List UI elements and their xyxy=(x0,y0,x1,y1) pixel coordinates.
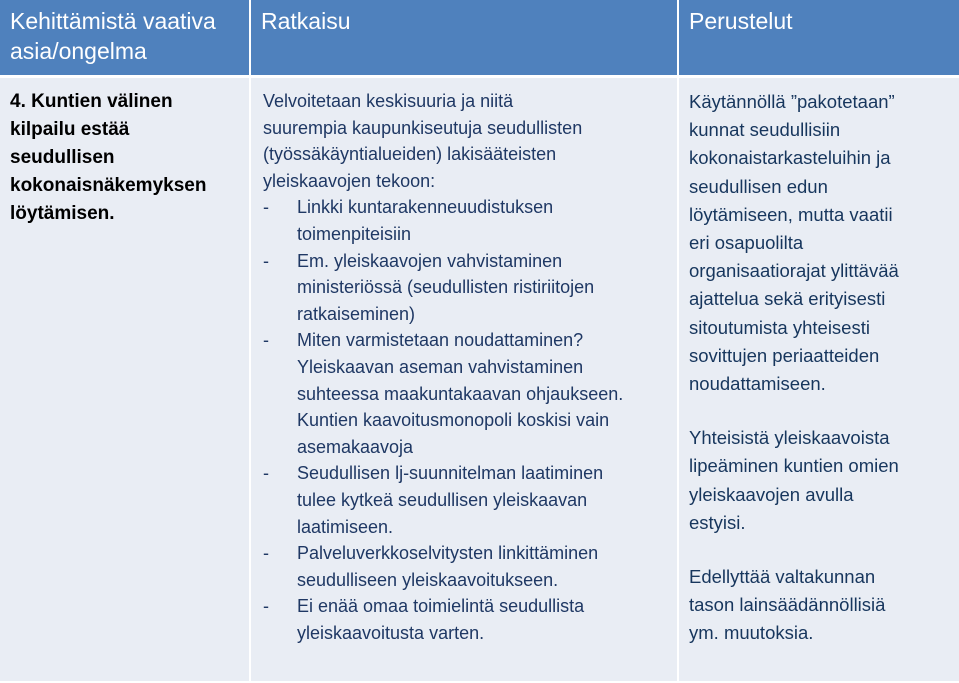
rationale-line: estyisi. xyxy=(689,511,746,533)
solution-bullet-3 xyxy=(263,327,669,460)
bullet-dash: - xyxy=(263,330,269,351)
problem-cell xyxy=(0,78,251,683)
bullet-dash: - xyxy=(263,197,269,218)
problem-line: 4. Kuntien välinen xyxy=(10,91,173,112)
solution-intro xyxy=(263,88,669,194)
rationale-line: yleiskaavojen avulla xyxy=(689,483,854,505)
header-problem-line-2: asia/ongelma xyxy=(10,38,147,64)
rationale-line: organisaatiorajat ylittävää xyxy=(689,260,899,282)
rationale-line: Yhteisistä yleiskaavoista xyxy=(689,427,890,449)
bullet-dash: - xyxy=(263,596,269,617)
bullet-line: ratkaiseminen) xyxy=(297,303,416,324)
bullet-line: toimenpiteisiin xyxy=(297,223,412,244)
bullet-line: tulee kytkeä seudullisen yleiskaavan xyxy=(297,489,588,510)
bullet-line: yleiskaavoitusta varten. xyxy=(297,622,485,643)
bullet-line: Miten varmistetaan noudattaminen? xyxy=(297,330,584,351)
solution-bullet-4 xyxy=(263,460,669,540)
bullet-line: Seudullisen lj-suunnitelman laatiminen xyxy=(297,463,604,484)
solution-intro-line: Velvoitetaan keskisuuria ja niitä xyxy=(263,91,514,111)
rationale-line: ajattelua sekä erityisesti xyxy=(689,288,886,310)
solution-bullet-5 xyxy=(263,540,669,593)
solution-cell xyxy=(251,78,679,683)
header-problem xyxy=(0,0,251,78)
solution-intro-line: (työssäkäyntialueiden) lakisääteisten xyxy=(263,144,557,165)
header-rationale-label: Perustelut xyxy=(689,8,793,34)
problem-line: seudullisen xyxy=(10,147,115,168)
header-rationale xyxy=(679,0,959,78)
rationale-line: tason lainsäädännöllisiä xyxy=(689,594,886,616)
rationale-line: sitoutumista yhteisesti xyxy=(689,316,870,338)
header-solution-label: Ratkaisu xyxy=(261,8,351,34)
rationale-line: löytämiseen, mutta vaatii xyxy=(689,203,893,225)
rationale-paragraph-2 xyxy=(689,424,953,537)
rationale-line: Käytännöllä ”pakotetaan” xyxy=(689,91,895,112)
bullet-line: Linkki kuntarakenneuudistuksen xyxy=(297,197,554,218)
bullet-line: asemakaavoja xyxy=(297,436,414,457)
solution-intro-line: yleiskaavojen tekoon: xyxy=(263,170,436,191)
rationale-line: eri osapuolilta xyxy=(689,232,804,254)
rationale-line: ym. muutoksia. xyxy=(689,622,814,644)
rationale-line: lipeäminen kuntien omien xyxy=(689,455,899,477)
header-solution xyxy=(251,0,679,78)
bullet-dash: - xyxy=(263,250,269,271)
rationale-line: Edellyttää valtakunnan xyxy=(689,566,876,588)
rationale-paragraph-1 xyxy=(689,88,953,398)
rationale-line: sovittujen periaatteiden xyxy=(689,344,880,366)
solution-intro-line: suurempia kaupunkiseutuja seudullisten xyxy=(263,117,583,138)
header-problem-line-1: Kehittämistä vaativa xyxy=(10,8,216,34)
paragraph-spacer xyxy=(689,398,953,424)
bullet-dash: - xyxy=(263,543,269,564)
rationale-line: kunnat seudullisiin xyxy=(689,119,841,141)
bullet-line: Palveluverkkoselvitysten linkittäminen xyxy=(297,543,599,564)
bullet-line: suhteessa maakuntakaavan ohjaukseen. xyxy=(297,383,624,404)
bullet-dash: - xyxy=(263,463,269,484)
bullet-line: seudulliseen yleiskaavoitukseen. xyxy=(297,569,559,590)
solution-bullet-2 xyxy=(263,248,669,328)
rationale-line: seudullisen edun xyxy=(689,175,828,197)
solution-bullet-6 xyxy=(263,593,669,646)
rationale-paragraph-3 xyxy=(689,563,953,648)
bullet-line: Yleiskaavan aseman vahvistaminen xyxy=(297,356,584,377)
bullet-line: ministeriössä (seudullisten ristiriitojen xyxy=(297,277,595,298)
rationale-line: kokonaistarkasteluihin ja xyxy=(689,147,891,169)
paragraph-spacer xyxy=(689,537,953,563)
solution-bullet-1 xyxy=(263,194,669,247)
problem-line: kilpailu estää xyxy=(10,119,130,140)
problem-line: kokonaisnäkemyksen xyxy=(10,175,207,196)
bullet-line: laatimiseen. xyxy=(297,516,394,537)
rationale-cell xyxy=(679,78,959,683)
bullet-line: Ei enää omaa toimielintä seudullista xyxy=(297,596,585,617)
bullet-line: Em. yleiskaavojen vahvistaminen xyxy=(297,250,563,271)
rationale-line: noudattamiseen. xyxy=(689,373,826,395)
bullet-line: Kuntien kaavoitusmonopoli koskisi vain xyxy=(297,410,610,431)
problem-line: löytämisen. xyxy=(10,203,115,224)
